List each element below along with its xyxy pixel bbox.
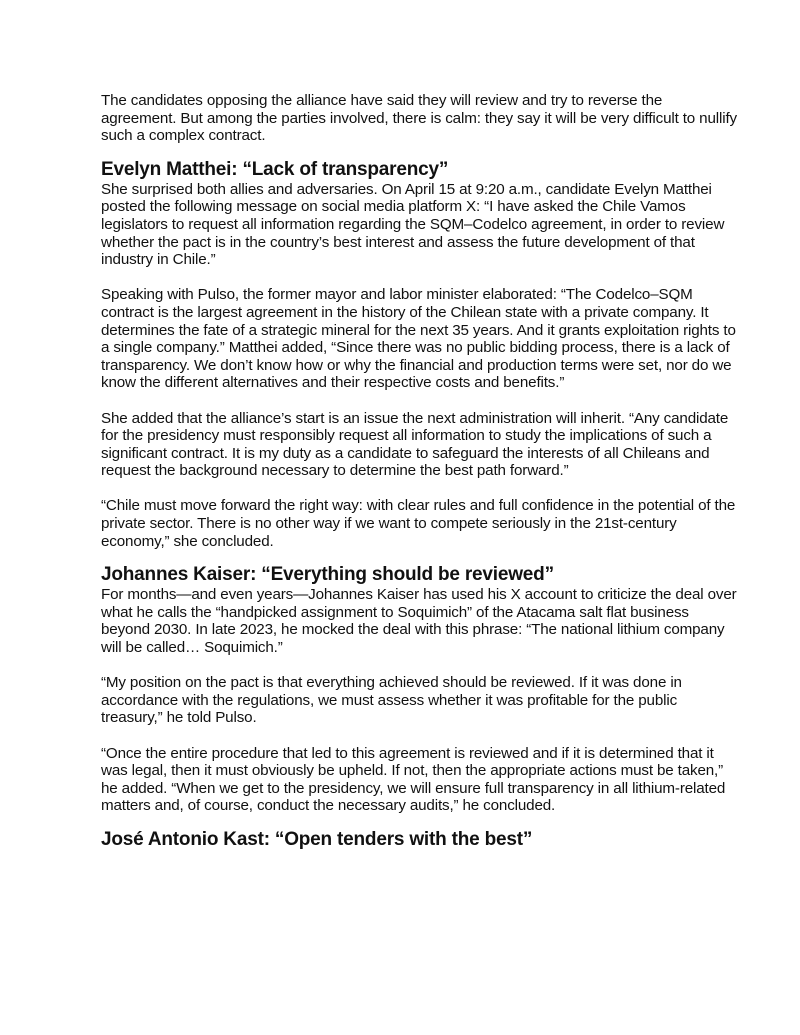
paragraph: “My position on the pact is that everything achieved should be reviewed. If it was done in accordance with the regulations, we must assess whether it was profitable for the public treasury,” he told Pulso. (101, 674, 682, 727)
paragraph: For months—and even years—Johannes Kaiser has used his X account to criticize the deal over what he calls the “handpicked assignment to Soquimich” of the Atacama salt flat business beyond 2030. In late 2023, he mocked the deal with this phrase: “The national lithium company will be called… Soquimich.” (101, 586, 737, 657)
section-matthei (101, 159, 741, 550)
section-heading: Johannes Kaiser: “Everything should be reviewed” (101, 564, 554, 586)
section-heading: Evelyn Matthei: “Lack of transparency” (101, 158, 449, 180)
paragraph: She added that the alliance’s start is an issue the next administration will inherit. “Any candidate for the presidency must responsibly request all information to study the implications of such a significant contract. It is my duty as a candidate to safeguard the interests of all Chileans and request the background necessary to determine the best path forward.” (101, 409, 729, 480)
section-heading: José Antonio Kast: “Open tenders with the best” (101, 828, 533, 850)
paragraph: “Once the entire procedure that led to this agreement is reviewed and if it is determined that it was legal, then it must obviously be upheld. If not, then the appropriate actions must be taken,” he added. “When we get to the presidency, we will ensure full transparency in all lithium-related matters and, of course, conduct the necessary audits,” he concluded. (101, 744, 726, 815)
paragraph: She surprised both allies and adversaries. On April 15 at 9:20 a.m., candidate Evelyn Matthei posted the following message on social media platform X: “I have asked the Chile Vamos legislators to request all information regarding the SQM–Codelco agreement, in order to review whether the pact is in the country’s best interest and assess the future development of that industry in Chile.” (101, 180, 725, 269)
section-kaiser (101, 564, 741, 815)
intro-section (101, 92, 741, 145)
paragraph: Speaking with Pulso, the former mayor and labor minister elaborated: “The Codelco–SQM contract is the largest agreement in the history of the Chilean state with a private company. It determines the fate of a strategic mineral for the next 35 years. And it grants exploitation rights to a single company.” Matthei added, “Since there was no public bidding process, there is a lack of transparency. We don’t know how or why the financial and production terms were set, nor do we know the different alternatives and their respective costs and benefits.” (101, 286, 736, 392)
paragraph: “Chile must move forward the right way: with clear rules and full confidence in the potential of the private sector. There is no other way if we want to compete seriously in the 21st-century economy,” she concluded. (101, 497, 736, 550)
document-page (101, 92, 741, 851)
section-kast (101, 829, 741, 851)
intro-paragraph: The candidates opposing the alliance have said they will review and try to reverse the agreement. But among the parties involved, there is calm: they say it will be very difficult to nullify such a complex contract. (101, 92, 737, 145)
